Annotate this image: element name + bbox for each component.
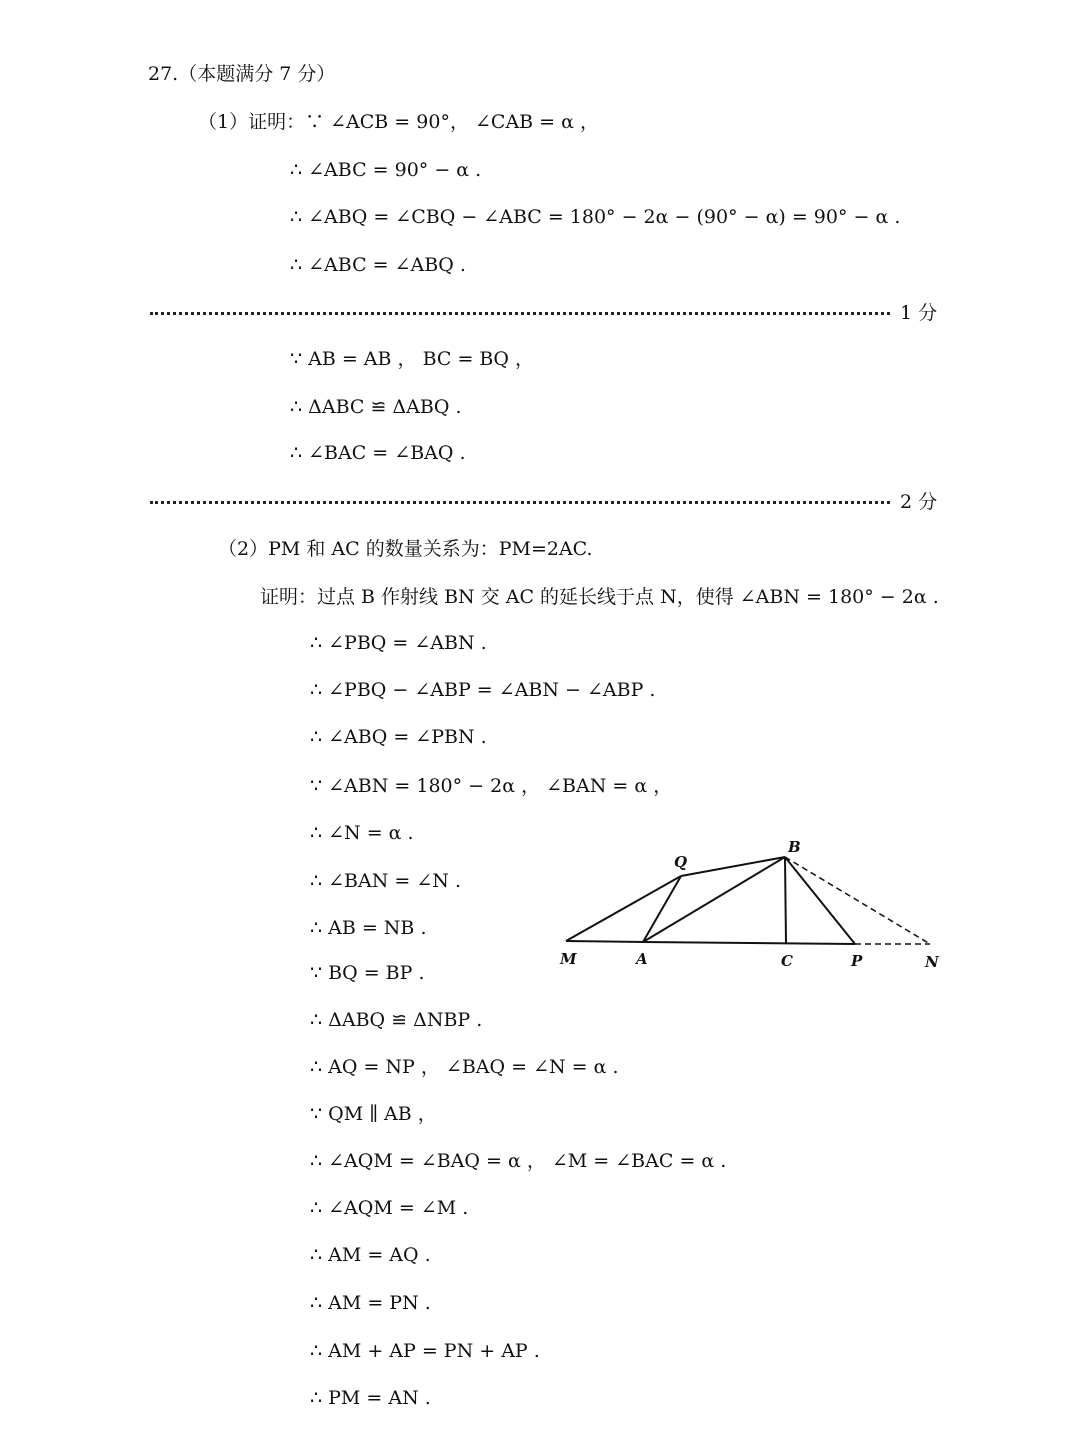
point-label-M: M (560, 950, 577, 968)
part2-step-5: ∴ ∠N = α . (310, 822, 414, 844)
part2-step-17: ∴ PM = AN . (310, 1387, 431, 1409)
part2-step-2: ∴ ∠PBQ − ∠ABP = ∠ABN − ∠ABP . (310, 679, 656, 701)
part2-step-8: ∵ BQ = BP . (310, 962, 425, 984)
part2-step-6: ∴ ∠BAN = ∠N . (310, 870, 461, 892)
part1-line-3: ∴ ∠ABQ = ∠CBQ − ∠ABC = 180° − 2α − (90° − α) = 90° − α . (290, 206, 901, 228)
part2-step-14: ∴ AM = AQ . (310, 1244, 431, 1266)
part2-proof-intro: 证明：过点 B 作射线 BN 交 AC 的延长线于点 N，使得 ∠ABN = 180° − 2α . (260, 586, 939, 608)
point-label-N: N (925, 953, 939, 971)
part2-step-12: ∴ ∠AQM = ∠BAQ = α ， ∠M = ∠BAC = α . (310, 1150, 727, 1172)
segment-MQ (566, 876, 681, 941)
part2-step-1: ∴ ∠PBQ = ∠ABN . (310, 632, 487, 654)
segment-BP (785, 857, 855, 944)
segment-BC (785, 857, 786, 943)
part1-line-4: ∴ ∠ABC = ∠ABQ . (290, 254, 466, 276)
part2-step-3: ∴ ∠ABQ = ∠PBN . (310, 726, 487, 748)
part1-line-5: ∵ AB = AB ， BC = BQ ， (290, 348, 535, 370)
score-divider-1 (150, 312, 890, 315)
point-label-Q: Q (674, 853, 688, 871)
part1-line-2: ∴ ∠ABC = 90° − α . (290, 159, 482, 181)
part1-line-6: ∴ ΔABC ≌ ΔABQ . (290, 396, 462, 418)
part2-step-13: ∴ ∠AQM = ∠M . (310, 1197, 469, 1219)
part2-heading: （2）PM 和 AC 的数量关系为：PM=2AC. (218, 538, 593, 560)
dashed-segment-BN (785, 857, 930, 944)
segment-AP (643, 942, 855, 944)
part2-step-15: ∴ AM = PN . (310, 1292, 431, 1314)
point-label-P: P (851, 952, 863, 970)
score-divider-2 (150, 501, 890, 504)
score-label-1: 1 分 (900, 302, 938, 324)
geometry-figure (540, 830, 960, 980)
part2-step-10: ∴ AQ = NP ， ∠BAQ = ∠N = α . (310, 1056, 619, 1078)
point-label-A: A (636, 950, 648, 968)
point-label-B: B (788, 838, 801, 856)
segment-MA (566, 941, 643, 942)
part1-line-7: ∴ ∠BAC = ∠BAQ . (290, 442, 466, 464)
part1-line-1: （1）证明：∵ ∠ACB = 90°， ∠CAB = α ， (198, 111, 599, 133)
part2-step-7: ∴ AB = NB . (310, 917, 427, 939)
point-label-C: C (781, 952, 793, 970)
score-label-2: 2 分 (900, 491, 938, 513)
problem-header: 27.（本题满分 7 分） (148, 63, 336, 85)
part2-step-4: ∵ ∠ABN = 180° − 2α ， ∠BAN = α ， (310, 775, 673, 797)
part2-step-16: ∴ AM + AP = PN + AP . (310, 1340, 540, 1362)
part2-step-11: ∵ QM ∥ AB ， (310, 1103, 437, 1125)
part2-step-9: ∴ ΔABQ ≌ ΔNBP . (310, 1009, 483, 1031)
